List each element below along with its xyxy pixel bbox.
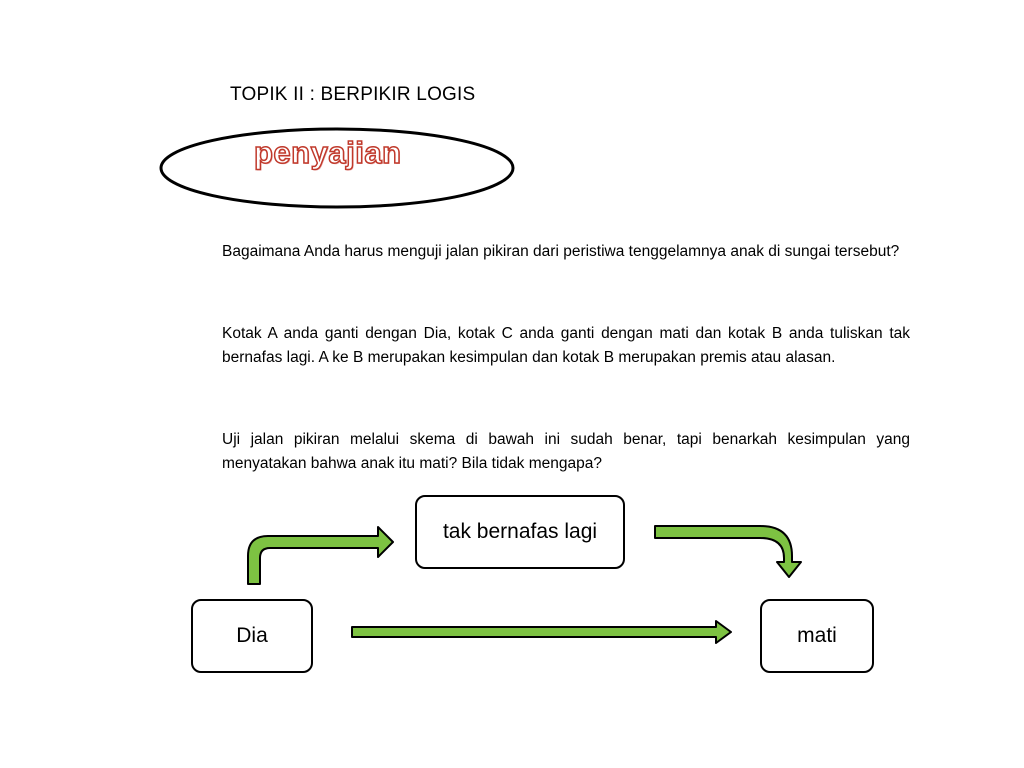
arrow-premise-to-mati <box>655 526 801 577</box>
paragraph-test: Uji jalan pikiran melalui skema di bawah ini sudah benar, tapi benarkah kesimpulan yang menyatakan bahwa anak itu mati? Bila tidak mengapa? <box>222 431 910 472</box>
paragraph-instruction: Kotak A anda ganti dengan Dia, kotak C anda ganti dengan mati dan kotak B anda tuliskan tak bernafas lagi. A ke B merupakan kesimpulan dan kotak B merupakan premis atau alasan. <box>222 325 910 366</box>
box-premise <box>415 495 625 569</box>
box-dia <box>191 599 313 673</box>
topic-title: TOPIK II : BERPIKIR LOGIS <box>230 84 476 105</box>
arrow-dia-to-premise <box>248 527 393 584</box>
section-title: penyajian <box>254 135 402 170</box>
arrow-dia-to-mati <box>352 621 731 643</box>
box-premise-label: tak bernafas lagi <box>442 520 598 543</box>
paragraph-question: Bagaimana Anda harus menguji jalan pikiran dari peristiwa tenggelamnya anak di sungai tersebut? <box>222 243 900 260</box>
box-mati <box>760 599 874 673</box>
box-dia-label: Dia <box>236 624 268 647</box>
box-mati-label: mati <box>797 624 837 647</box>
